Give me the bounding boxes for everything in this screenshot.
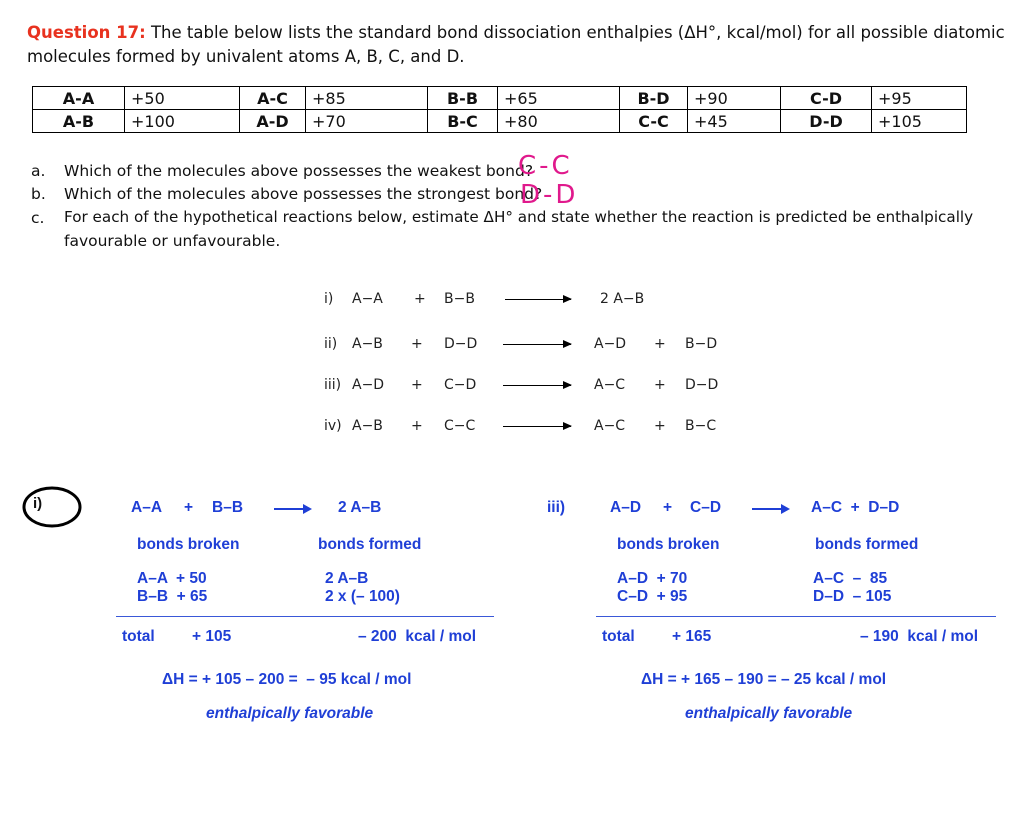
bond-enthalpy-table <box>32 86 967 133</box>
subquestion-letter: a. <box>31 162 46 180</box>
question-number: Question 17: <box>27 23 146 42</box>
table-cell: D-D <box>781 110 872 133</box>
plus-sign: + <box>411 377 423 393</box>
table-cell: +80 <box>498 110 620 133</box>
plus-sign: + <box>414 291 426 307</box>
eq-arrow <box>274 508 310 510</box>
total-label: total <box>122 628 155 645</box>
plus-sign: + <box>654 336 666 352</box>
reaction-arrow <box>505 299 571 300</box>
subquestion-letter: b. <box>31 185 46 203</box>
broken-line: B–B + 65 <box>137 588 208 605</box>
table-cell: B-D <box>620 87 688 110</box>
bonds-broken-header: bonds broken <box>617 536 720 553</box>
table-cell: A-A <box>33 87 125 110</box>
plus-sign: + <box>654 418 666 434</box>
table-row <box>33 110 967 133</box>
eq-reactant: C–D <box>690 499 722 516</box>
circle-mark-icon <box>20 484 84 530</box>
verdict: enthalpically favorable <box>206 705 374 722</box>
eq-reactant: B–B <box>212 499 244 516</box>
delta-h-result: ΔH = + 165 – 190 = – 25 kcal / mol <box>641 671 887 688</box>
reaction-number: i) <box>324 291 334 307</box>
product: B−C <box>685 418 717 434</box>
delta-h-result: ΔH = + 105 – 200 = – 95 kcal / mol <box>162 671 412 688</box>
table-cell: +85 <box>306 87 428 110</box>
subquestion-text: Which of the molecules above possesses the strongest bond? <box>64 185 543 203</box>
eq-plus: + <box>663 499 673 516</box>
eq-product: A–C + D–D <box>811 499 900 516</box>
total-formed: – 190 kcal / mol <box>860 628 979 645</box>
formed-line: 2 x (– 100) <box>325 588 400 605</box>
product: D−D <box>685 377 719 393</box>
broken-line: A–D + 70 <box>617 570 688 587</box>
reaction-number: ii) <box>324 336 338 352</box>
reaction-arrow <box>503 426 571 427</box>
broken-line: A–A + 50 <box>137 570 207 587</box>
table-cell: +95 <box>872 87 967 110</box>
verdict: enthalpically favorable <box>685 705 853 722</box>
question-text: The table below lists the standard bond dissociation enthalpies (ΔH°, kcal/mol) for all possible diatomic molecules formed by univalent atoms A, B, C, and D. <box>27 23 1005 66</box>
reactant: A−B <box>352 336 383 352</box>
reactant: D−D <box>444 336 478 352</box>
table-cell: C-C <box>620 110 688 133</box>
subquestion-text: For each of the hypothetical reactions below, estimate ΔH° and state whether the reaction is predicted be enthalpically <box>64 208 974 226</box>
table-cell: A-C <box>240 87 306 110</box>
reactant: A−B <box>352 418 383 434</box>
eq-product: 2 A–B <box>338 499 382 516</box>
eq-plus: + <box>184 499 194 516</box>
total-broken: + 165 <box>672 628 712 645</box>
table-cell: B-B <box>428 87 498 110</box>
eq-arrow <box>752 508 788 510</box>
formed-line: D–D – 105 <box>813 588 892 605</box>
eq-reactant: A–D <box>610 499 642 516</box>
table-cell: +90 <box>688 87 781 110</box>
bonds-broken-header: bonds broken <box>137 536 240 553</box>
table-cell: A-D <box>240 110 306 133</box>
total-label: total <box>602 628 635 645</box>
table-cell: +65 <box>498 87 620 110</box>
table-cell: A-B <box>33 110 125 133</box>
bonds-formed-header: bonds formed <box>815 536 919 553</box>
total-broken: + 105 <box>192 628 232 645</box>
total-formed: – 200 kcal / mol <box>358 628 477 645</box>
formed-line: 2 A–B <box>325 570 369 587</box>
table-cell: C-D <box>781 87 872 110</box>
table-cell: +100 <box>125 110 240 133</box>
plus-sign: + <box>654 377 666 393</box>
handwritten-answer: D-D <box>520 180 579 210</box>
table-cell: B-C <box>428 110 498 133</box>
reactant: C−D <box>444 377 477 393</box>
reactant: C−C <box>444 418 476 434</box>
formed-line: A–C – 85 <box>813 570 888 587</box>
question-header <box>27 21 1017 69</box>
table-cell: +70 <box>306 110 428 133</box>
product: 2 A−B <box>600 291 645 307</box>
reactant: A−D <box>352 377 385 393</box>
reaction-number: iv) <box>324 418 342 434</box>
table-cell: +50 <box>125 87 240 110</box>
answer-label: i) <box>33 495 43 512</box>
reactant: A−A <box>352 291 383 307</box>
broken-line: C–D + 95 <box>617 588 688 605</box>
reaction-arrow <box>503 344 571 345</box>
product: A−C <box>594 418 626 434</box>
eq-reactant: A–A <box>131 499 163 516</box>
product: A−C <box>594 377 626 393</box>
plus-sign: + <box>411 336 423 352</box>
divider <box>596 616 996 617</box>
product: A−D <box>594 336 627 352</box>
subquestion-letter: c. <box>31 209 45 227</box>
table-cell: +45 <box>688 110 781 133</box>
table-row <box>33 87 967 110</box>
product: B−D <box>685 336 718 352</box>
divider <box>116 616 494 617</box>
handwritten-answer: C-C <box>518 151 573 181</box>
subquestion-text: Which of the molecules above possesses the weakest bond? <box>64 162 534 180</box>
table-cell: +105 <box>872 110 967 133</box>
reaction-arrow <box>503 385 571 386</box>
plus-sign: + <box>411 418 423 434</box>
answer-label: iii) <box>547 499 566 516</box>
reaction-number: iii) <box>324 377 342 393</box>
bonds-formed-header: bonds formed <box>318 536 422 553</box>
reactant: B−B <box>444 291 475 307</box>
subquestion-text: favourable or unfavourable. <box>64 232 281 250</box>
